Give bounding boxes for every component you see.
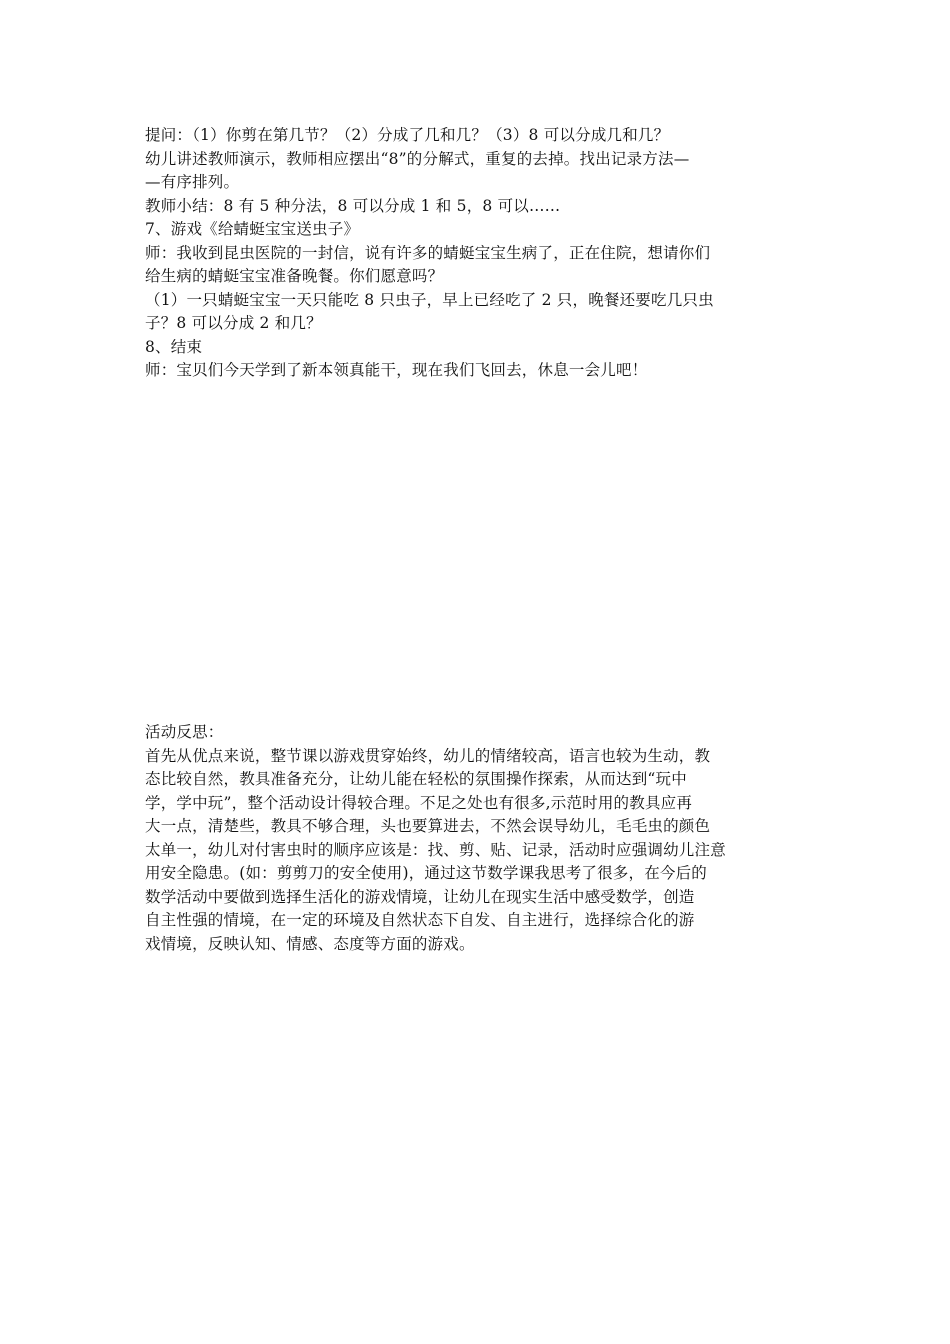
reflection-paragraph-line: 首先从优点来说，整节课以游戏贯穿始终，幼儿的情绪较高，语言也较为生动，教 <box>145 746 711 765</box>
word-problem-line: （1）一只蜻蜓宝宝一天只能吃 8 只虫子，早上已经吃了 2 只，晚餐还要吃几只虫 <box>145 290 714 309</box>
question-line: 提问：（1）你剪在第几节？（2）分成了几和几？（3）8 可以分成几和几？ <box>145 126 670 144</box>
reflection-paragraph-line: 数学活动中要做到选择生活化的游戏情境，让幼儿在现实生活中感受数学，创造 <box>145 887 695 906</box>
teacher-summary-line: 教师小结：8 有 5 种分法，8 可以分成 1 和 5，8 可以…… <box>145 196 561 215</box>
reflection-paragraph-line: 太单一，幼儿对付害虫时的顺序应该是：找、剪、贴、记录，活动时应强调幼儿注意 <box>145 840 726 859</box>
teacher-speech-line-continued: 给生病的蜻蜓宝宝准备晚餐。你们愿意吗？ <box>145 267 444 285</box>
ending-heading: 8、结束 <box>145 337 203 356</box>
reflection-paragraph-line: 学，学中玩”，整个活动设计得较合理。不足之处也有很多,示范时用的教具应再 <box>145 793 693 812</box>
reflection-paragraph-line: 自主性强的情境，在一定的环境及自然状态下自发、自主进行，选择综合化的游 <box>145 911 695 929</box>
demonstration-line-continued: —有序排列。 <box>145 173 240 191</box>
reflection-heading: 活动反思： <box>145 723 224 741</box>
demonstration-line: 幼儿讲述教师演示，教师相应摆出“8”的分解式，重复的去掉。找出记录方法— <box>145 149 690 168</box>
reflection-paragraph-line: 大一点，清楚些，教具不够合理，头也要算进去，不然会误导幼儿，毛毛虫的颜色 <box>145 817 711 835</box>
closing-speech-line: 师：宝贝们今天学到了新本领真能干，现在我们飞回去，休息一会儿吧！ <box>145 361 648 379</box>
lesson-procedure-section <box>145 124 815 383</box>
reflection-section <box>145 721 815 956</box>
game-heading: 7、游戏《给蜻蜓宝宝送虫子》 <box>145 220 360 238</box>
reflection-paragraph-line: 用安全隐患。(如：剪剪刀的安全使用)，通过这节数学课我思考了很多，在今后的 <box>145 864 707 882</box>
reflection-paragraph-line: 态比较自然，教具准备充分，让幼儿能在轻松的氛围操作探索，从而达到“玩中 <box>145 770 687 788</box>
word-problem-line-continued: 子？8 可以分成 2 和几？ <box>145 314 322 332</box>
reflection-paragraph-line: 戏情境，反映认知、情感、态度等方面的游戏。 <box>145 934 475 953</box>
teacher-speech-line: 师：我收到昆虫医院的一封信，说有许多的蜻蜓宝宝生病了，正在住院，想请你们 <box>145 243 711 262</box>
